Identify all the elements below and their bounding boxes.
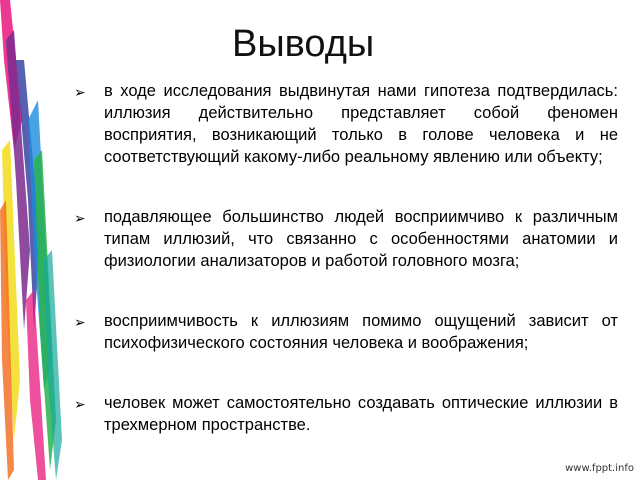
slide-title: Выводы: [232, 23, 375, 65]
arrow-bullet-icon: ➢: [74, 396, 86, 412]
list-item: [74, 310, 618, 354]
bullet-text: подавляющее большинство людей восприимчиво к различным типам иллюзий, что связанно с особенностями анатомии и физиологии анализаторов и работой головного мозга;: [104, 208, 618, 270]
conclusions-list: [74, 80, 618, 474]
watermark-text: www.fppt.info: [565, 463, 634, 474]
bullet-text: в ходе исследования выдвинутая нами гипотеза подтвердилась: иллюзия действительно представляет собой феномен восприятия, возникающий только в голове человека и не соответствующий какому-либо реальному явлению или объекту;: [104, 82, 618, 166]
list-item: [74, 392, 618, 436]
arrow-bullet-icon: ➢: [74, 210, 86, 226]
list-item: [74, 206, 618, 272]
list-item: [74, 80, 618, 168]
arrow-bullet-icon: ➢: [74, 314, 86, 330]
bullet-text: человек может самостоятельно создавать оптические иллюзии в трехмерном пространстве.: [104, 394, 618, 434]
decorative-stripes: [0, 0, 70, 480]
bullet-text: восприимчивость к иллюзиям помимо ощущений зависит от психофизического состояния человека и воображения;: [104, 312, 618, 352]
arrow-bullet-icon: ➢: [74, 84, 86, 100]
